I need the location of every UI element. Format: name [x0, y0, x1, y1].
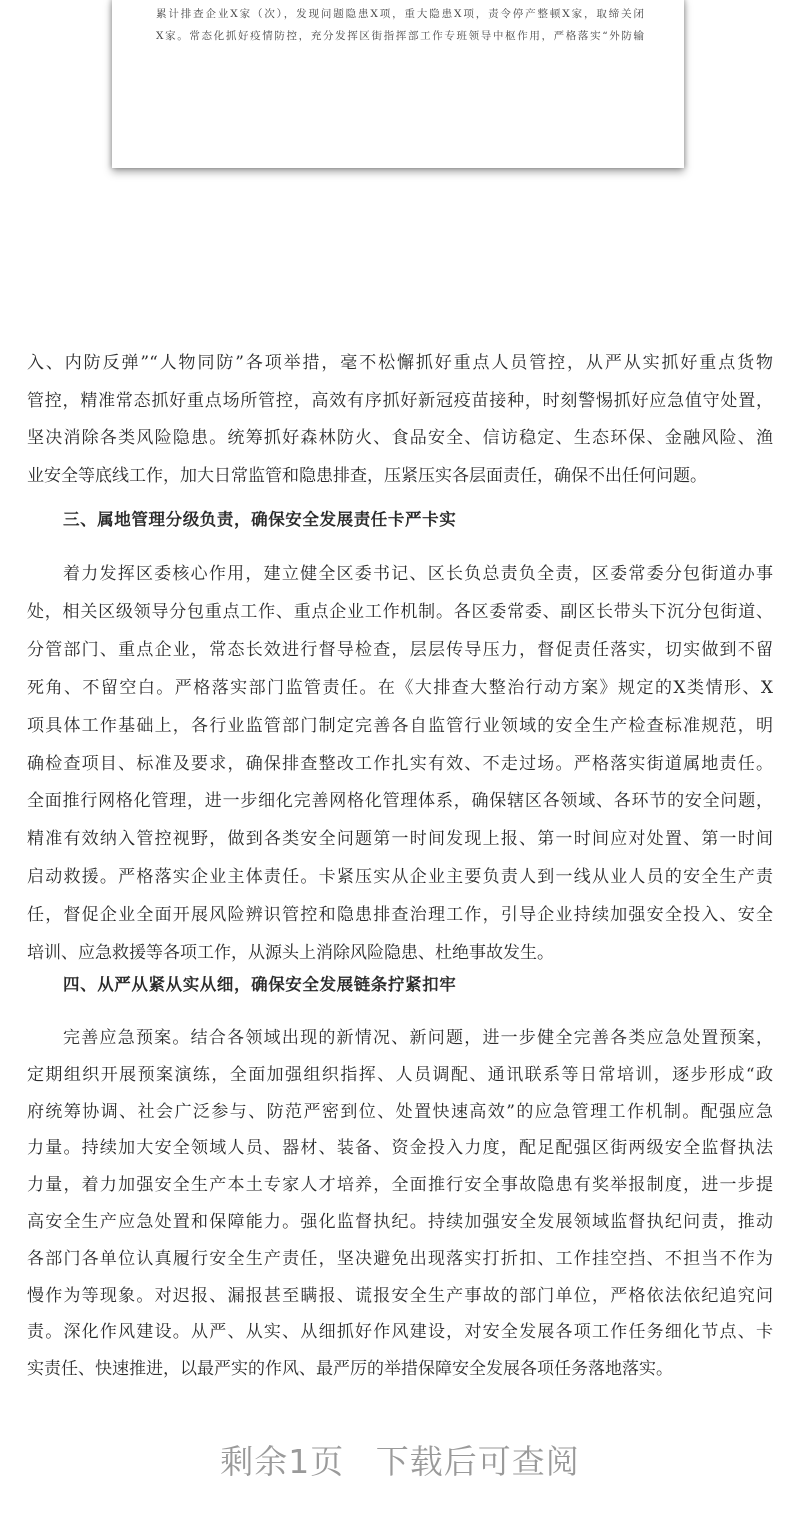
download-hint-text: 下载后可查阅 [375, 1442, 580, 1481]
page-preview-card [112, 0, 684, 168]
text-line: 府统筹协调、社会广泛参与、防范严密到位、处置快速高效”的应急管理工作机制。配强应急 [27, 1101, 773, 1122]
text-line: 业安全等底线工作，加大日常监管和隐患排查，压紧压实各层面责任，确保不出任何问题。 [27, 465, 707, 486]
text-line: 定期组织开展预案演练，全面加强组织指挥、人员调配、通讯联系等日常培训，逐步形成“政 [27, 1064, 773, 1085]
section-heading-4: 四、从严从紧从实从细，确保安全发展链条拧紧扣牢 [63, 975, 457, 994]
text-line: 死角、不留空白。严格落实部门监管责任。在《大排查大整治行动方案》规定的X类情形、X [27, 677, 773, 698]
preview-line: X家。常态化抓好疫情防控，充分发挥区街指挥部工作专班领导中枢作用，严格落实“外防输 [156, 30, 644, 42]
text-line: 确检查项目、标准及要求，确保排查整改工作扎实有效、不走过场。严格落实街道属地责任。 [27, 753, 773, 774]
text-line: 着力发挥区委核心作用，建立健全区委书记、区长负总责负全责，区委常委分包街道办事 [63, 564, 773, 584]
text-line: 精准有效纳入管控视野，做到各类安全问题第一时间发现上报、第一时间应对处置、第一时间 [27, 829, 773, 850]
remaining-pages-text: 剩余1页 [220, 1442, 345, 1481]
text-line: 启动救援。严格落实企业主体责任。卡紧压实从企业主要负责人到一线从业人员的安全生产责 [27, 867, 773, 888]
text-line: 力量。持续加大安全领域人员、器材、装备、资金投入力度，配足配强区街两级安全监督执法 [27, 1138, 773, 1159]
text-line: 责。深化作风建设。从严、从实、从细抓好作风建设，对安全发展各项工作任务细化节点、卡 [27, 1322, 773, 1343]
text-line: 培训、应急救援等各项工作，从源头上消除风险隐患、杜绝事故发生。 [27, 943, 554, 963]
text-line: 实责任、快速推进，以最严实的作风、最严厉的举措保障安全发展各项任务落地落实。 [27, 1359, 673, 1380]
section-heading-3: 三、属地管理分级负责，确保安全发展责任卡严卡实 [63, 510, 457, 529]
text-line: 高安全生产应急处置和保障能力。强化监督执纪。持续加强安全发展领域监督执纪问责，推动 [27, 1212, 773, 1232]
download-prompt[interactable] [0, 1436, 800, 1483]
text-line: 全面推行网格化管理，进一步细化完善网格化管理体系，确保辖区各领域、各环节的安全问题， [27, 791, 773, 812]
preview-line: 累计排查企业X家（次），发现问题隐患X项，重大隐患X项，责令停产整顿X家，取缔关闭 [156, 8, 644, 20]
text-line: 任，督促企业全面开展风险辨识管控和隐患排查治理工作，引导企业持续加强安全投入、安全 [27, 905, 773, 926]
text-line: 处，相关区级领导分包重点工作、重点企业工作机制。各区委常委、副区长带头下沉分包街道、 [27, 601, 773, 622]
text-line: 慢作为等现象。对迟报、漏报甚至瞒报、谎报安全生产事故的部门单位，严格依法依纪追究问 [27, 1285, 773, 1306]
text-line: 项具体工作基础上，各行业监管部门制定完善各自监管行业领域的安全生产检查标准规范，明 [27, 715, 773, 736]
text-line: 分管部门、重点企业，常态长效进行督导检查，层层传导压力，督促责任落实，切实做到不留 [27, 639, 773, 660]
text-line: 力量，着力加强安全生产本土专家人才培养，全面推行安全事故隐患有奖举报制度，进一步提 [27, 1175, 773, 1196]
text-line: 坚决消除各类风险隐患。统筹抓好森林防火、食品安全、信访稳定、生态环保、金融风险、渔 [27, 428, 773, 448]
text-line: 管控，精准常态抓好重点场所管控，高效有序抓好新冠疫苗接种，时刻警惕抓好应急值守处置， [27, 390, 773, 411]
text-line: 入、内防反弹”“人物同防”各项举措，毫不松懈抓好重点人员管控，从严从实抓好重点货物 [27, 353, 773, 373]
text-line: 各部门各单位认真履行安全生产责任，坚决避免出现落实打折扣、工作挂空挡、不担当不作为 [27, 1248, 773, 1269]
text-line: 完善应急预案。结合各领域出现的新情况、新问题，进一步健全完善各类应急处置预案， [63, 1028, 773, 1048]
